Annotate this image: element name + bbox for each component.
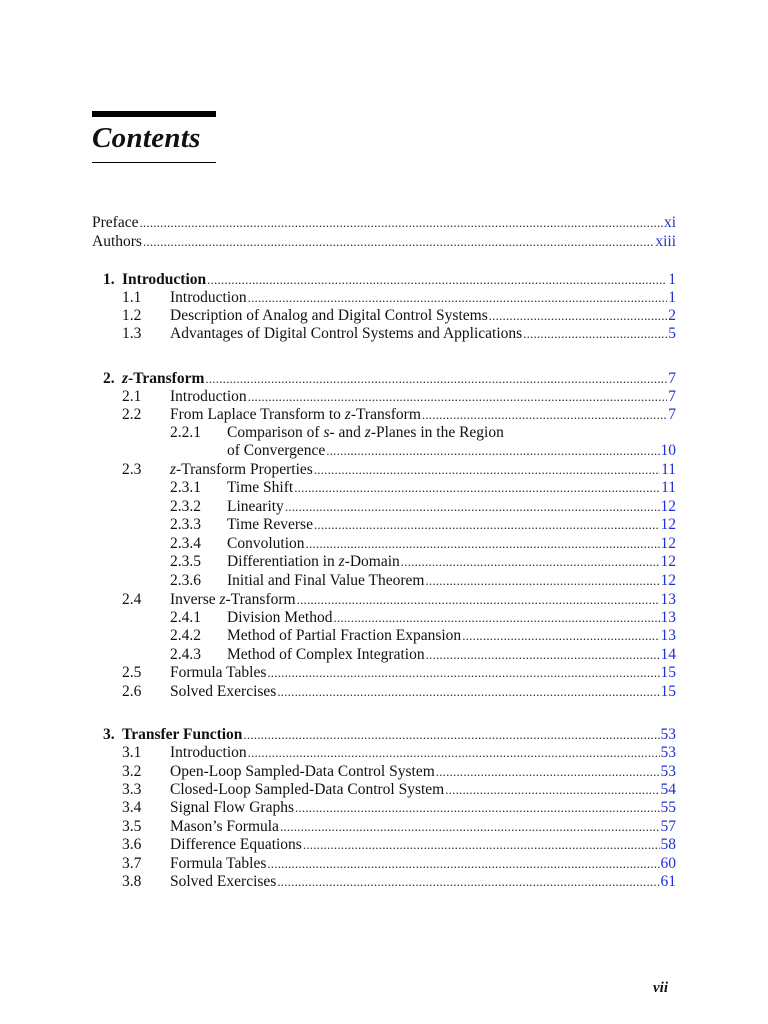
dot-leader <box>143 232 654 251</box>
toc-entry[interactable] <box>0 626 768 645</box>
dot-leader <box>267 854 659 873</box>
toc-page-link[interactable]: 12 <box>660 535 676 552</box>
toc-entry[interactable] <box>0 288 768 307</box>
dot-leader <box>445 780 659 799</box>
dot-leader <box>422 405 667 424</box>
toc-entry[interactable] <box>0 478 768 497</box>
toc-entry-number: 2.3 <box>122 461 142 478</box>
toc-entry-number: 2.4.2 <box>170 627 201 644</box>
toc-page-link[interactable]: 11 <box>661 479 676 496</box>
toc-entry-number: 2.1 <box>122 388 142 405</box>
toc-entry-number: 3.1 <box>122 744 142 761</box>
toc-entry-title: Mason’s Formula <box>170 818 279 835</box>
toc-entry-title: From Laplace Transform to z-Transform <box>170 406 421 423</box>
dot-leader <box>205 369 667 388</box>
dot-leader <box>139 213 662 232</box>
toc-entry-number: 2.5 <box>122 664 142 681</box>
toc-entry[interactable] <box>0 423 768 442</box>
toc-entry[interactable] <box>0 387 768 406</box>
toc-entry[interactable] <box>0 590 768 609</box>
toc-entry-title: Signal Flow Graphs <box>170 799 294 816</box>
toc-entry-title: Authors <box>92 233 142 250</box>
toc-page-link[interactable]: 53 <box>660 726 676 743</box>
toc-page-link[interactable]: 7 <box>668 406 676 423</box>
toc-page-link[interactable]: 11 <box>661 461 676 478</box>
toc-page-link[interactable]: 54 <box>660 781 676 798</box>
toc-entry[interactable] <box>0 497 768 516</box>
dot-leader <box>295 798 660 817</box>
toc-entry[interactable] <box>0 405 768 424</box>
toc-entry[interactable] <box>0 460 768 479</box>
toc-entry-number: 2.3.1 <box>170 479 201 496</box>
toc-page-link[interactable]: 14 <box>660 646 676 663</box>
toc-entry[interactable] <box>0 762 768 781</box>
toc-page-link[interactable]: 12 <box>660 553 676 570</box>
dot-leader <box>425 571 659 590</box>
toc-entry[interactable] <box>0 608 768 627</box>
dot-leader <box>297 590 660 609</box>
dot-leader <box>248 743 660 762</box>
toc-entry[interactable] <box>0 534 768 553</box>
toc-entry[interactable] <box>0 743 768 762</box>
toc-page-link[interactable]: 7 <box>668 388 676 405</box>
toc-entry-title: Open-Loop Sampled-Data Control System <box>170 763 435 780</box>
toc-entry-title: Linearity <box>227 498 284 515</box>
dot-leader <box>462 626 659 645</box>
toc-page-link[interactable]: 53 <box>660 763 676 780</box>
toc-page-link[interactable]: 12 <box>660 572 676 589</box>
toc-entry[interactable] <box>0 835 768 854</box>
dot-leader <box>285 497 660 516</box>
toc-entry-title: Convolution <box>227 535 305 552</box>
dot-leader <box>207 270 667 289</box>
dot-leader <box>489 306 668 325</box>
toc-page-link[interactable]: 10 <box>660 442 676 459</box>
dot-leader <box>314 460 660 479</box>
toc-entry-title: Transfer Function <box>122 726 243 743</box>
toc-entry-number: 1.3 <box>122 325 142 342</box>
toc-entry-number: 1.2 <box>122 307 142 324</box>
toc-entry-number: 3.4 <box>122 799 142 816</box>
toc-page-link[interactable]: 13 <box>660 591 676 608</box>
toc-entry-title: Difference Equations <box>170 836 302 853</box>
toc-entry[interactable] <box>0 872 768 891</box>
toc-entry[interactable] <box>0 682 768 701</box>
toc-entry-number: 2.3.6 <box>170 572 201 589</box>
toc-entry-title: z-Transform Properties <box>170 461 313 478</box>
toc-entry-number: 2. <box>103 370 115 387</box>
toc-entry-number: 3. <box>103 726 115 743</box>
dot-leader <box>248 387 668 406</box>
toc-entry-number: 2.4.3 <box>170 646 201 663</box>
dot-leader <box>243 725 659 744</box>
toc-entry[interactable] <box>0 798 768 817</box>
toc-entry-title: Division Method <box>227 609 333 626</box>
toc-entry-title: Solved Exercises <box>170 873 277 890</box>
toc-entry-title: Introduction <box>170 744 247 761</box>
dot-leader <box>306 534 660 553</box>
dot-leader <box>277 682 659 701</box>
toc-entry-title: Preface <box>92 214 139 231</box>
toc-entry-title: Time Shift <box>227 479 294 496</box>
dot-leader <box>436 762 660 781</box>
toc-entry-number: 2.6 <box>122 683 142 700</box>
toc-entry[interactable] <box>0 232 768 251</box>
dot-leader <box>334 608 660 627</box>
toc-entry-number: 2.4.1 <box>170 609 201 626</box>
toc-entry-number: 2.3.4 <box>170 535 201 552</box>
toc-entry-title: Formula Tables <box>170 855 267 872</box>
dot-leader <box>280 817 660 836</box>
toc-entry[interactable] <box>0 571 768 590</box>
toc-entry-title: of Convergence <box>227 442 326 459</box>
toc-entry[interactable] <box>0 369 768 388</box>
page-folio: vii <box>653 980 668 996</box>
toc-entry[interactable] <box>0 854 768 873</box>
toc-page-link[interactable]: 57 <box>660 818 676 835</box>
toc-entry-title: Differentiation in z-Domain <box>227 553 400 570</box>
toc-entry[interactable] <box>0 725 768 744</box>
dot-leader <box>314 515 660 534</box>
toc-entry-title: Description of Analog and Digital Control Systems <box>170 307 488 324</box>
dot-leader <box>426 645 660 664</box>
toc-entry-number: 2.3.2 <box>170 498 201 515</box>
toc-entry-number: 1.1 <box>122 289 142 306</box>
dot-leader <box>277 872 659 891</box>
toc-entry-title: Inverse z-Transform <box>170 591 296 608</box>
toc-page-link[interactable]: 15 <box>660 683 676 700</box>
toc-page-link[interactable]: 13 <box>660 627 676 644</box>
toc-entry-number: 3.6 <box>122 836 142 853</box>
toc-entry[interactable] <box>0 306 768 325</box>
toc-entry[interactable] <box>0 515 768 534</box>
toc-page-link[interactable]: 13 <box>660 609 676 626</box>
toc-entry-title: Formula Tables <box>170 664 267 681</box>
toc-entry-title: Closed-Loop Sampled-Data Control System <box>170 781 445 798</box>
toc-page-link[interactable]: 58 <box>660 836 676 853</box>
dot-leader <box>326 441 659 460</box>
toc-page-link[interactable]: 12 <box>660 516 676 533</box>
toc-entry-title: Introduction <box>170 388 247 405</box>
toc-page-link[interactable]: 7 <box>668 370 676 387</box>
toc-page-link[interactable]: xiii <box>655 233 676 250</box>
toc-entry[interactable] <box>0 552 768 571</box>
toc-page-link[interactable]: 53 <box>660 744 676 761</box>
toc-page-link[interactable]: 60 <box>660 855 676 872</box>
toc-entry-number: 3.8 <box>122 873 142 890</box>
toc-entry-number: 2.2.1 <box>170 424 201 441</box>
toc-entry[interactable] <box>0 780 768 799</box>
toc-entry-number: 2.3.3 <box>170 516 201 533</box>
toc-entry-title: Method of Partial Fraction Expansion <box>227 627 462 644</box>
toc-entry[interactable] <box>0 817 768 836</box>
toc-entry-number: 3.7 <box>122 855 142 872</box>
toc-entry-title: Initial and Final Value Theorem <box>227 572 425 589</box>
dot-leader <box>294 478 660 497</box>
toc-entry[interactable] <box>0 270 768 289</box>
toc-entry-number: 2.3.5 <box>170 553 201 570</box>
toc-entry[interactable] <box>0 441 768 460</box>
dot-leader <box>248 288 668 307</box>
toc-entry-number: 3.5 <box>122 818 142 835</box>
toc-entry-number: 1. <box>103 271 115 288</box>
toc-entry[interactable] <box>0 645 768 664</box>
dot-leader <box>303 835 660 854</box>
toc-entry[interactable] <box>0 324 768 343</box>
toc-entry-title: z-Transform <box>122 370 205 387</box>
toc-entry-title: Solved Exercises <box>170 683 277 700</box>
toc-entry-title: Time Reverse <box>227 516 313 533</box>
dot-leader <box>267 663 659 682</box>
toc-page-link[interactable]: 55 <box>660 799 676 816</box>
toc-entry-number: 3.2 <box>122 763 142 780</box>
toc-entry-number: 3.3 <box>122 781 142 798</box>
toc-entry[interactable] <box>0 213 768 232</box>
toc-page-link[interactable]: 1 <box>668 271 676 288</box>
toc-entry-title: Advantages of Digital Control Systems and Applications <box>170 325 523 342</box>
toc-page-link[interactable]: 15 <box>660 664 676 681</box>
toc-page-link[interactable]: 2 <box>668 307 676 324</box>
toc-page-link[interactable]: 61 <box>660 873 676 890</box>
toc-entry-number: 2.4 <box>122 591 142 608</box>
toc-page-link[interactable]: 5 <box>668 325 676 342</box>
toc-page-link[interactable]: 1 <box>668 289 676 306</box>
toc-entry[interactable] <box>0 663 768 682</box>
toc-entry-title: Introduction <box>122 271 207 288</box>
toc-entry-number: 2.2 <box>122 406 142 423</box>
dot-leader <box>401 552 660 571</box>
toc-entry-title: Method of Complex Integration <box>227 646 425 663</box>
toc-entry-title: Introduction <box>170 289 247 306</box>
toc-entry-title: Comparison of s- and z-Planes in the Region <box>227 424 504 441</box>
page-title: Contents <box>92 122 201 154</box>
dot-leader <box>523 324 667 343</box>
toc-page-link[interactable]: xi <box>663 214 676 231</box>
toc-page-link[interactable]: 12 <box>660 498 676 515</box>
